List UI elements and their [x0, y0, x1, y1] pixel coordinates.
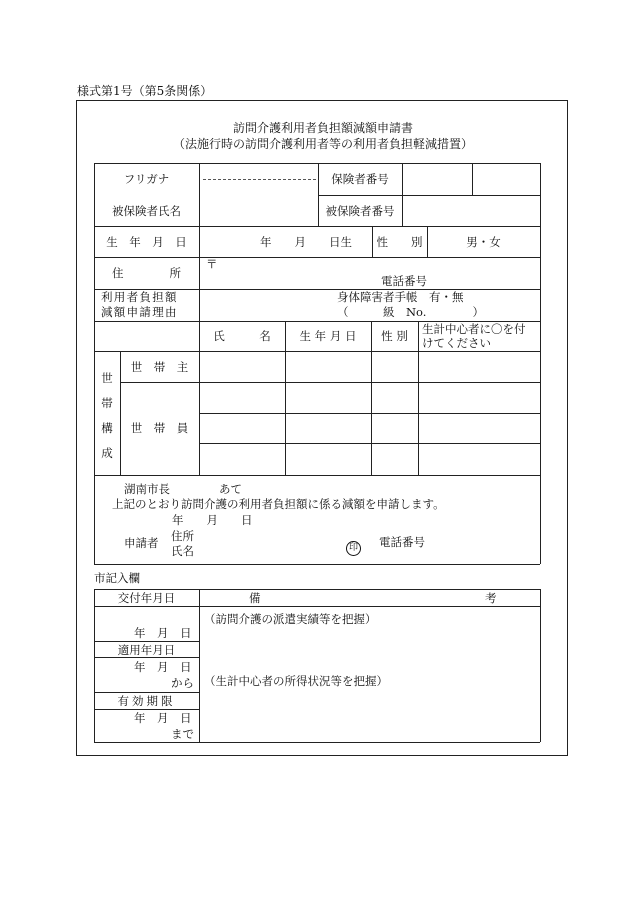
remarks-label-2: 考	[485, 591, 497, 605]
remarks-note-income: （生計中心者の所得状況等を把握）	[204, 674, 388, 688]
sex-options[interactable]: 男・女	[466, 235, 501, 249]
issue-date-label: 交付年月日	[117, 591, 176, 605]
address-label: 住 所	[112, 266, 181, 280]
household-member-3-name-field[interactable]	[200, 444, 284, 474]
household-col-note-2: けてください	[422, 336, 491, 350]
household-label-char-2: 帯	[101, 396, 113, 410]
apply-date-label: 適用年月日	[117, 643, 176, 657]
seal-mark: 印	[346, 541, 361, 556]
applicant-address-label: 住所	[171, 529, 194, 543]
household-member-1-name-field[interactable]	[200, 383, 284, 412]
declaration-statement: 上記のとおり訪問介護の利用者負担額に係る減額を申請します。	[112, 497, 445, 511]
valid-period-value[interactable]: 年 月 日	[134, 711, 192, 725]
insurer-number-field-2[interactable]	[473, 164, 539, 194]
household-member-label: 世 帯 員	[130, 421, 189, 435]
furigana-label: フリガナ	[123, 172, 170, 186]
insurer-number-label: 保険者番号	[331, 172, 389, 186]
household-head-label: 世 帯 主	[130, 360, 189, 374]
addressee: 湖南市長	[124, 482, 170, 496]
birth-date-label: 生 年 月 日	[106, 235, 187, 249]
reason-label-line1: 利用者負担額	[101, 290, 178, 304]
sex-label: 性 別	[376, 235, 423, 249]
reason-label-line2: 減額申請理由	[101, 305, 178, 319]
remarks-label-1: 備	[249, 591, 261, 605]
form-number: 様式第1号（第5条関係）	[77, 84, 213, 98]
birth-date-field[interactable]: 年 月 日生	[260, 235, 352, 249]
apply-date-value[interactable]: 年 月 日	[134, 660, 192, 674]
issue-date-value[interactable]: 年 月 日	[134, 626, 192, 640]
disability-certificate[interactable]: 身体障害者手帳 有・無	[337, 290, 464, 304]
applicant-label: 申請者	[124, 536, 159, 550]
applicant-name-label: 氏名	[171, 544, 194, 558]
apply-date-from: から	[171, 676, 194, 690]
valid-period-label: 有効期限	[117, 694, 176, 708]
insured-name-label: 被保険者氏名	[112, 204, 181, 218]
disability-grade[interactable]: （ 級 No. ）	[337, 305, 484, 319]
address-field[interactable]	[220, 259, 538, 273]
addressee-suffix: あて	[219, 482, 242, 496]
form-title: 訪問介護利用者負担額減額申請書	[232, 121, 413, 135]
household-head-birth-field[interactable]	[286, 352, 370, 381]
household-col-sex: 性 別	[381, 329, 408, 343]
city-section-heading: 市記入欄	[94, 571, 140, 585]
form-subtitle: （法施行時の訪問介護利用者等の利用者負担軽減措置）	[172, 137, 473, 151]
declaration-date[interactable]: 年 月 日	[172, 513, 253, 527]
household-col-name: 氏 名	[213, 329, 271, 343]
valid-period-until: まで	[171, 727, 194, 741]
household-member-2-name-field[interactable]	[200, 414, 284, 442]
household-label-char-3: 構	[101, 421, 113, 435]
furigana-field[interactable]	[200, 164, 318, 178]
insured-number-field[interactable]	[403, 196, 539, 225]
household-label-char-4: 成	[101, 446, 113, 460]
remarks-note-dispatch: （訪問介護の派遣実績等を把握）	[204, 612, 377, 626]
household-col-note-1: 生計中心者に〇を付	[422, 322, 526, 336]
household-label-char-1: 世	[101, 371, 113, 385]
address-phone-label: 電話番号	[381, 274, 427, 288]
insured-number-label: 被保険者番号	[325, 204, 395, 218]
household-head-name-field[interactable]	[200, 352, 284, 381]
postal-mark: 〒	[206, 257, 218, 271]
applicant-phone-label: 電話番号	[379, 535, 425, 549]
household-col-birth: 生 年 月 日	[299, 329, 357, 343]
insurer-number-field-1[interactable]	[403, 164, 471, 194]
insured-name-field[interactable]	[200, 181, 318, 225]
